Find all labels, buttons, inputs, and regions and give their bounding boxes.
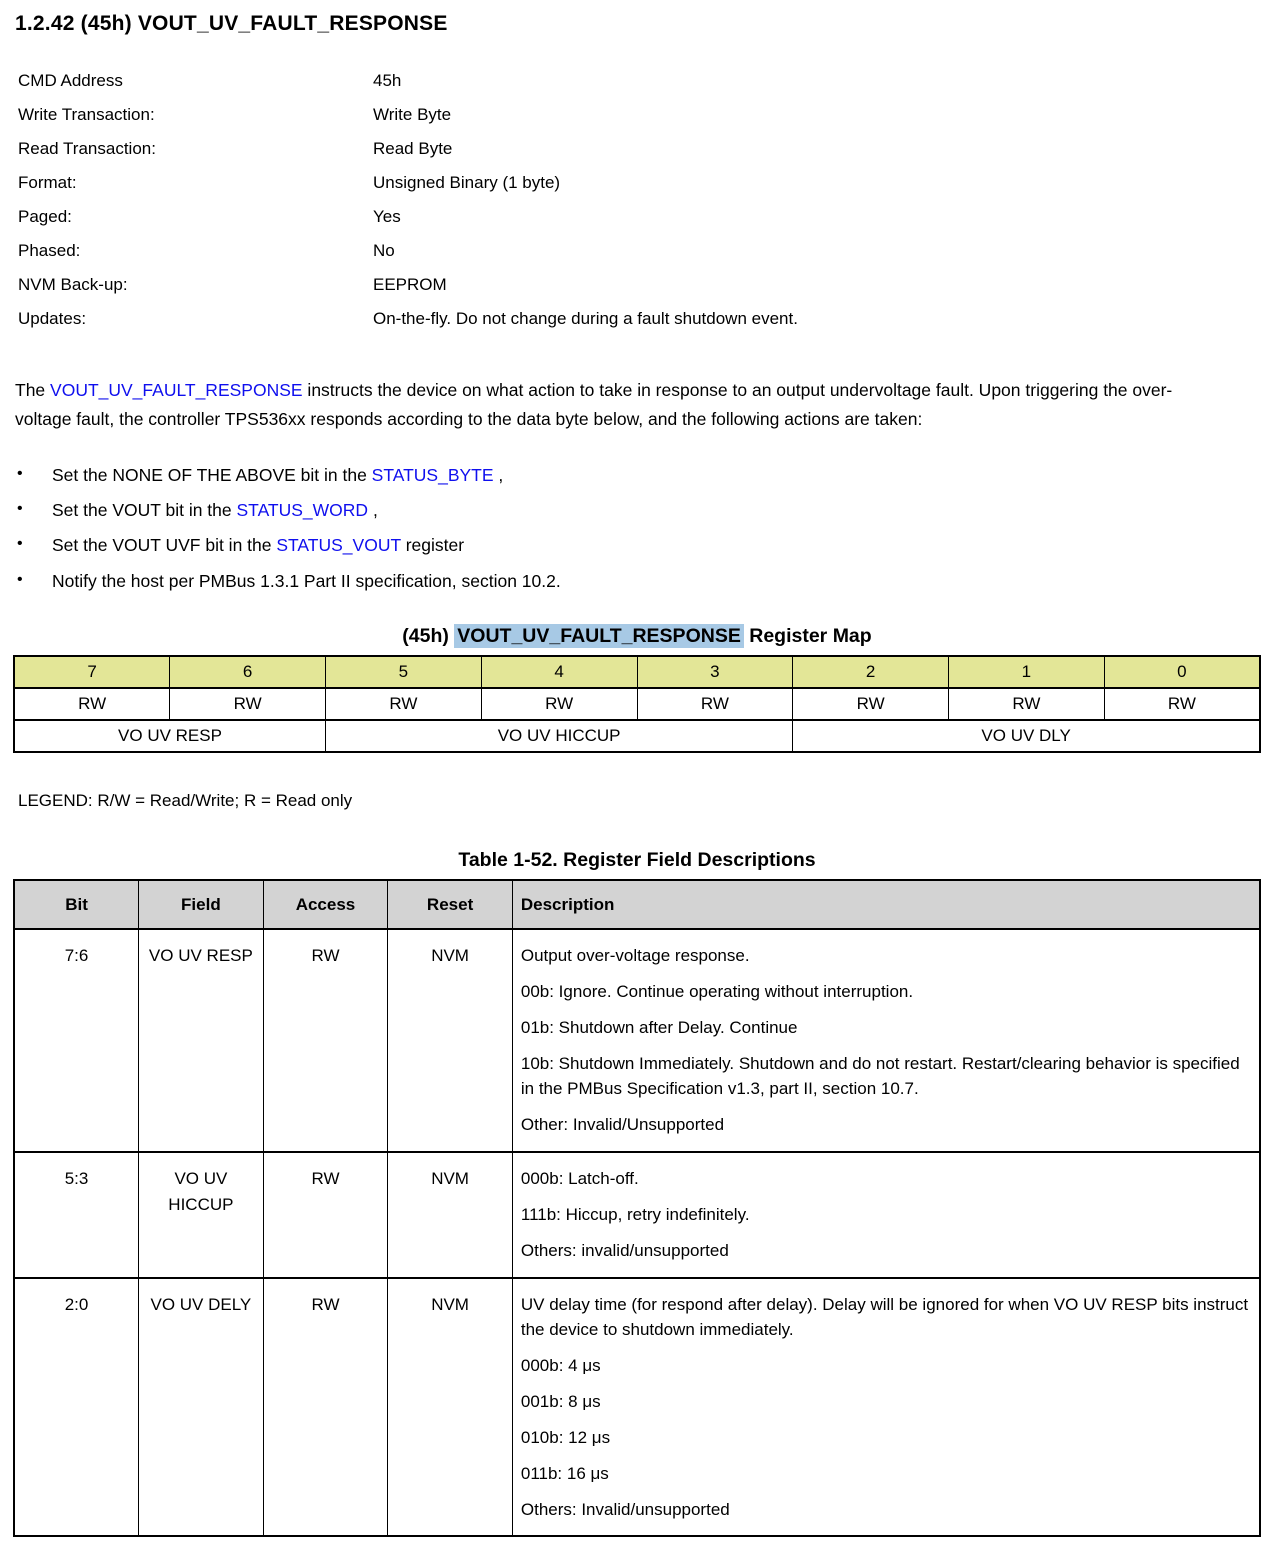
property-row <box>18 98 1261 132</box>
description-cell <box>512 1278 1260 1537</box>
list-item <box>15 461 1261 489</box>
bit-cell: 5:3 <box>14 1152 139 1277</box>
property-label: NVM Back-up: <box>18 275 128 294</box>
property-value: Unsigned Binary (1 byte) <box>373 173 561 192</box>
register-map-title-suffix: Register Map <box>743 625 872 648</box>
description-line: 010b: 12 μs <box>520 1427 611 1447</box>
register-map-table <box>13 655 1261 753</box>
access-cell: RW <box>1104 688 1260 720</box>
field-name-cell: VO UV RESP <box>14 720 326 752</box>
doc-link[interactable]: VOUT_UV_FAULT_RESPONSE <box>50 380 303 400</box>
doc-link[interactable]: STATUS_BYTE <box>371 464 494 485</box>
action-bullet-list <box>15 461 1261 595</box>
property-value: Write Byte <box>373 105 452 124</box>
field-name-cell: VO UV HICCUP <box>326 720 793 752</box>
register-map-title-highlight: VOUT_UV_FAULT_RESPONSE <box>454 624 744 648</box>
column-header: Bit <box>14 880 139 929</box>
property-value: Read Byte <box>373 139 453 158</box>
bit-number-cell: 6 <box>170 656 326 688</box>
column-header: Field <box>139 880 264 929</box>
field-table-header-row <box>14 880 1260 929</box>
field-cell: VO UV HICCUP <box>139 1152 264 1277</box>
text-run: , <box>493 464 504 485</box>
access-cell: RW <box>949 688 1105 720</box>
property-label: Write Transaction: <box>18 105 155 124</box>
register-map-field-row <box>14 720 1260 752</box>
register-map-access-row <box>14 688 1260 720</box>
property-label: Phased: <box>18 241 81 260</box>
description-line: 000b: 4 μs <box>520 1356 601 1376</box>
description-line: Others: invalid/unsupported <box>520 1240 729 1260</box>
column-header: Description <box>512 880 1260 929</box>
access-cell: RW <box>481 688 637 720</box>
property-value: Yes <box>373 207 401 226</box>
register-map-title <box>13 625 1261 648</box>
property-label: Format: <box>18 173 77 192</box>
access-cell: RW <box>263 929 388 1152</box>
property-list <box>18 64 1261 336</box>
text-run: Set the NONE OF THE ABOVE bit in the <box>52 464 372 485</box>
text-run: instructs the device on what action to take in response to an output undervoltage fault. Upon triggering the over-voltage fault, the controller TPS536xx responds according to the data byte below, and the following actions are taken: <box>15 380 1173 430</box>
register-map-title-prefix: (45h) <box>402 625 455 648</box>
column-header: Reset <box>388 880 513 929</box>
bit-number-cell: 1 <box>949 656 1105 688</box>
description-cell <box>512 929 1260 1152</box>
description-line: UV delay time (for respond after delay). Delay will be ignored for when VO UV RESP bits instruct the device to shutdown immediately. <box>520 1294 1249 1340</box>
description-line: 000b: Latch-off. <box>520 1169 639 1189</box>
description-line: 011b: 16 μs <box>520 1463 609 1483</box>
property-value: 45h <box>373 71 402 90</box>
description-line: Output over-voltage response. <box>520 946 750 966</box>
table-row <box>14 1278 1260 1537</box>
field-descriptions-table <box>13 879 1261 1537</box>
bit-number-cell: 0 <box>1104 656 1260 688</box>
access-cell: RW <box>326 688 482 720</box>
description-line: 00b: Ignore. Continue operating without interruption. <box>520 981 914 1001</box>
access-cell: RW <box>263 1152 388 1277</box>
access-cell: RW <box>637 688 793 720</box>
description-line: 10b: Shutdown Immediately. Shutdown and do not restart. Restart/clearing behavior is specified in the PMBus Specification v1.3, part II, section 10.7. <box>520 1053 1240 1099</box>
bit-number-cell: 2 <box>793 656 949 688</box>
description-line: 01b: Shutdown after Delay. Continue <box>520 1017 798 1037</box>
intro-paragraph <box>15 376 1225 435</box>
legend-text: LEGEND: R/W = Read/Write; R = Read only <box>18 791 353 811</box>
field-table-body <box>14 929 1260 1536</box>
access-cell: RW <box>263 1278 388 1537</box>
property-value: On-the-fly. Do not change during a fault shutdown event. <box>373 309 798 328</box>
list-item <box>15 496 1261 524</box>
property-row <box>18 166 1261 200</box>
description-line: Others: Invalid/unsupported <box>520 1499 730 1519</box>
text-run: Notify the host per PMBus 1.3.1 Part II specification, section 10.2. <box>52 570 561 591</box>
text-run: The <box>15 380 51 400</box>
list-item <box>15 531 1261 559</box>
doc-link[interactable]: STATUS_WORD <box>236 500 369 521</box>
access-cell: RW <box>170 688 326 720</box>
column-header: Access <box>263 880 388 929</box>
property-row <box>18 200 1261 234</box>
description-cell <box>512 1152 1260 1277</box>
property-row <box>18 234 1261 268</box>
field-cell: VO UV DELY <box>139 1278 264 1537</box>
access-cell: RW <box>793 688 949 720</box>
reset-cell: NVM <box>388 929 513 1152</box>
text-run: register <box>400 535 465 556</box>
property-label: Paged: <box>18 207 72 226</box>
text-run: , <box>368 500 378 521</box>
list-item <box>15 567 1261 595</box>
property-row <box>18 302 1261 336</box>
table-row <box>14 929 1260 1152</box>
reset-cell: NVM <box>388 1278 513 1537</box>
property-label: Updates: <box>18 309 87 328</box>
text-run: Set the VOUT UVF bit in the <box>52 535 277 556</box>
section-heading: 1.2.42 (45h) VOUT_UV_FAULT_RESPONSE <box>15 12 448 35</box>
field-cell: VO UV RESP <box>139 929 264 1152</box>
table-row <box>14 1152 1260 1277</box>
property-value: EEPROM <box>373 275 447 294</box>
reset-cell: NVM <box>388 1152 513 1277</box>
access-cell: RW <box>14 688 170 720</box>
property-row <box>18 132 1261 166</box>
property-label: Read Transaction: <box>18 139 156 158</box>
register-map-bit-row <box>14 656 1260 688</box>
property-value: No <box>373 241 395 260</box>
bit-cell: 2:0 <box>14 1278 139 1537</box>
description-line: Other: Invalid/Unsupported <box>520 1115 725 1135</box>
text-run: Set the VOUT bit in the <box>52 500 237 521</box>
bit-number-cell: 5 <box>326 656 482 688</box>
bit-cell: 7:6 <box>14 929 139 1152</box>
doc-link[interactable]: STATUS_VOUT <box>276 535 401 556</box>
bit-number-cell: 7 <box>14 656 170 688</box>
property-label: CMD Address <box>18 71 123 90</box>
property-row <box>18 268 1261 302</box>
field-table-title: Table 1-52. Register Field Descriptions <box>458 849 816 872</box>
bit-number-cell: 4 <box>481 656 637 688</box>
bit-number-cell: 3 <box>637 656 793 688</box>
field-name-cell: VO UV DLY <box>793 720 1260 752</box>
description-line: 001b: 8 μs <box>520 1392 601 1412</box>
description-line: 111b: Hiccup, retry indefinitely. <box>520 1204 750 1224</box>
property-row <box>18 64 1261 98</box>
